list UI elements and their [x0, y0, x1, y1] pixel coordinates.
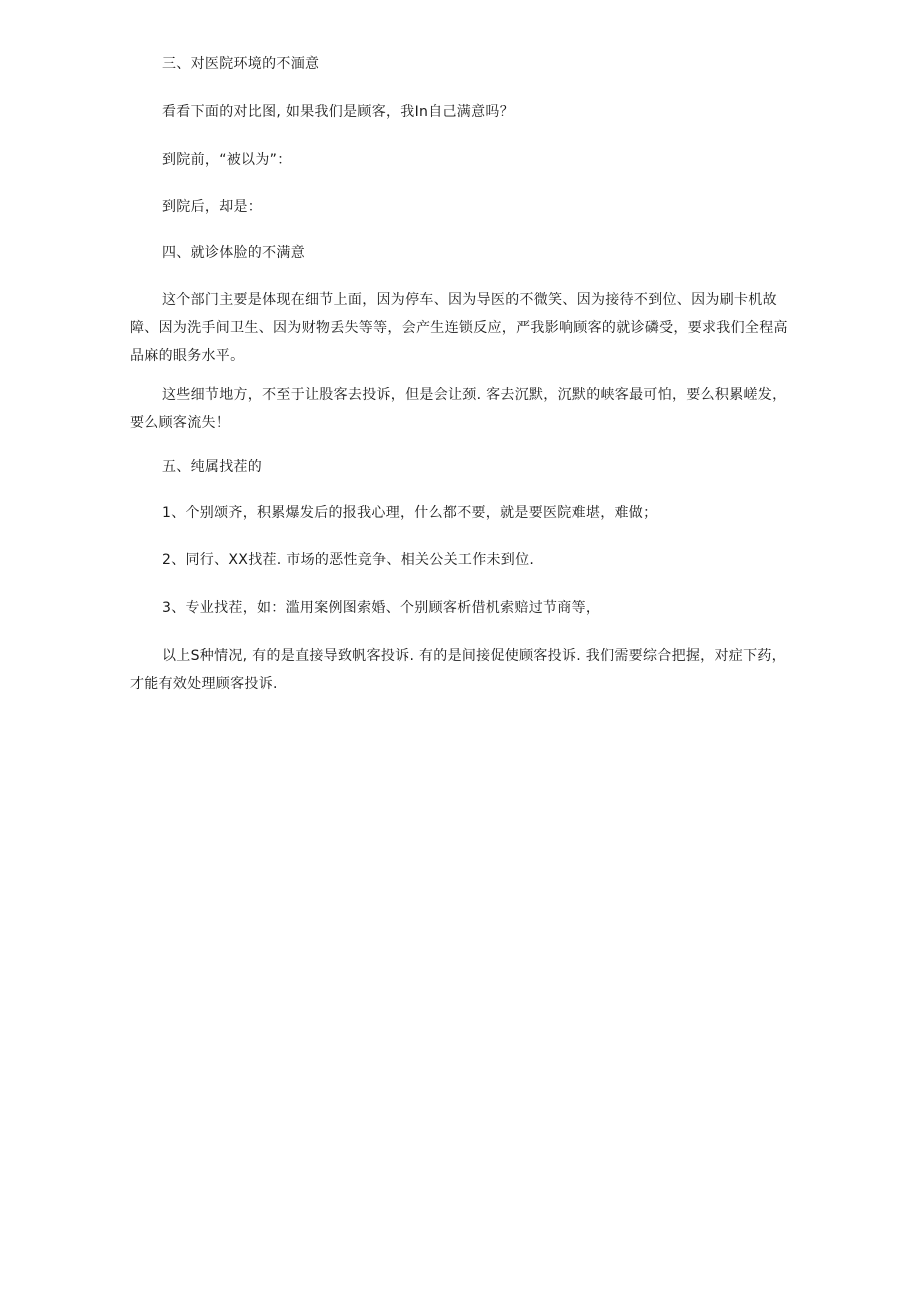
list-item-2: 2、同行、XX找茬. 市场的恶性竞争、相关公关工作未到位. [162, 552, 535, 568]
list-item-1: 1、个别颂齐，积累爆发后的报我心理，什么都不要，就是要医院难堪，难做； [162, 505, 658, 521]
paragraph-silence: 这些细节地方，不至于让股客去投诉，但是会让颈. 客去沉默，沉默的峡客最可怕，要么积累嵯发，要么顾客流失！ [130, 387, 787, 431]
paragraph-after-visit: 到院后，却是： [162, 199, 263, 215]
paragraph-comparison: 看看下面的对比图, 如果我们是顾客，我In自己满意吗？ [162, 104, 515, 120]
section-heading-4: 四、就诊体脸的不满意 [162, 245, 305, 261]
section-heading-3: 三、对医院环境的不湎意 [162, 56, 320, 72]
paragraph-details: 这个部门主要是体现在细节上面，因为停车、因为导医的不微笑、因为接待不到位、因为刷卡机故障、因为洗手间卫生、因为财物丢失等等，会产生连锁反应，严我影响顾客的就诊磷受，要求我们全程高品麻的眼务水平。 [130, 292, 788, 364]
paragraph-conclusion: 以上S种情况, 有的是直接导致帆客投诉. 有的是间接促使顾客投诉. 我们需要综合把握，对症下药，才能有效处理顾客投诉. [130, 648, 786, 692]
list-item-3: 3、专业找茬，如：滥用案例图索婚、个别顾客析借机索赔过节商等， [162, 600, 601, 616]
paragraph-before-visit: 到院前，“被以为”： [162, 152, 292, 168]
section-heading-5: 五、纯属找茬的 [162, 459, 263, 475]
